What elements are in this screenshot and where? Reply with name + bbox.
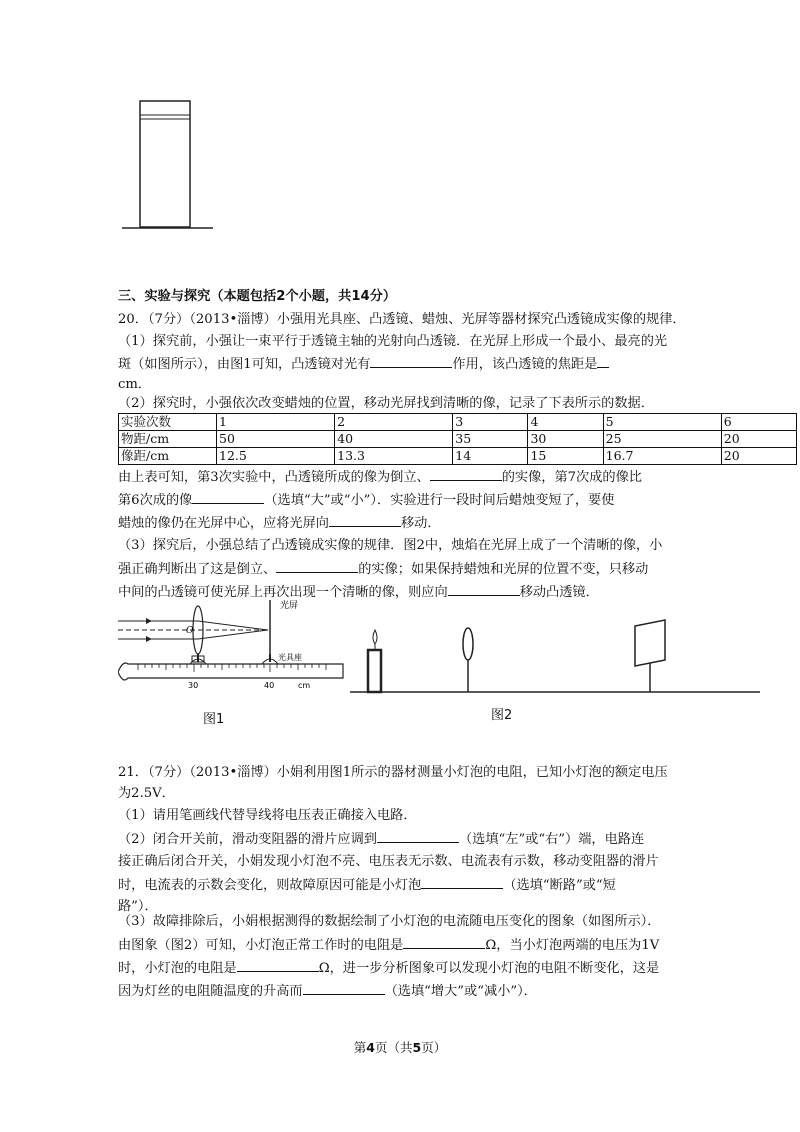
q20-p3-line2 [118,560,648,579]
q20-p1-line1: （1）探究前，小强让一束平行于透镜主轴的光射向凸透镜．在光屏上形成一个最小、最亮的光 [118,334,668,349]
table-cell: 5 [603,414,721,431]
answer-blank[interactable] [329,514,401,527]
focus-label: O [186,626,194,636]
table-cell: 20 [721,448,796,465]
answer-blank[interactable] [303,982,385,995]
answer-blank[interactable] [448,583,520,596]
table-row [119,414,797,431]
q21-p3-line2 [118,936,659,955]
table-cell: 50 [217,431,335,448]
data-table [118,413,797,465]
q20-header: 20．（7分）（2013•淄博）小强用光具座、凸透镜、蜡烛、光屏等器材探究凸透镜成实像的规律． [118,312,686,327]
q20-p2-after1 [118,468,642,487]
table-cell: 30 [528,431,603,448]
q21-p2-line3 [118,876,616,895]
text: 因为灯丝的电阻随温度的升高而 [118,984,303,999]
q21-p2-line4: 路”）． [118,899,158,914]
q21-p2-line1 [118,830,644,849]
table-row [119,448,797,465]
figure-2-caption: 图2 [491,708,513,723]
q21-p3-line1: （3）故障排除后，小娟根据测得的数据绘制了小灯泡的电流随电压变化的图象（如图所示）． [118,914,661,929]
tick-40-label: 40 [264,681,275,690]
q20-p2-after2 [118,491,614,510]
text: 作用，该凸透镜的焦距是 [452,357,598,372]
text: 中间的凸透镜可使光屏上再次出现一个清晰的像，则应向 [118,585,448,600]
text: 由图象（图2）可知，小灯泡正常工作时的电阻是 [118,938,404,953]
figure-2-candle-lens-screen [350,610,760,695]
answer-blank[interactable] [377,830,459,843]
table-row [119,431,797,448]
answer-blank[interactable] [370,355,452,368]
table-cell: 16.7 [603,448,721,465]
q20-p1-line3: cm． [118,377,152,392]
answer-blank[interactable] [597,355,609,368]
table-cell: 20 [721,431,796,448]
table-cell: 4 [528,414,603,431]
table-cell: 2 [335,414,453,431]
text: 移动凸透镜． [519,585,599,600]
text: 由上表可知，第3次实验中，凸透镜所成的像为倒立、 [118,470,430,485]
answer-blank[interactable] [430,468,502,481]
q20-p2-line1: （2）探究时，小强依次改变蜡烛的位置，移动光屏找到清晰的像，记录了下表所示的数据． [118,396,654,411]
figure-1-optical-bench [118,596,348,696]
text: Ω，当小灯泡两端的电压为1V [485,938,660,953]
text: （选填“增大”或“减小”）． [384,984,537,999]
footer-text: 页（共 [374,1040,413,1055]
table-cell: 25 [603,431,721,448]
table-cell: 14 [453,448,528,465]
table-cell: 实验次数 [119,414,217,431]
tick-30-label: 30 [188,681,199,690]
q21-line1: 21．（7分）（2013•淄博）小娟利用图1所示的器材测量小灯泡的电阻，已知小灯泡的额定电压 [118,765,668,780]
table-cell: 15 [528,448,603,465]
text: 移动． [401,516,441,531]
section-title: 三、实验与探究（本题包括2个小题，共14分） [118,289,397,304]
q20-p2-after3 [118,514,441,533]
text: 的实像，第7次成的像比 [501,470,642,485]
q20-p1-line2 [118,355,609,374]
answer-blank[interactable] [237,959,319,972]
text: 时，小灯泡的电阻是 [118,961,237,976]
table-cell: 35 [453,431,528,448]
q21-p2-line2: 接正确后闭合开关，小娟发现小灯泡不亮、电压表无示数、电流表有示数，移动变阻器的滑片 [118,854,659,869]
page-number: 4 [366,1040,375,1055]
text: （选填“大”或“小”）．实验进行一段时间后蜡烛变短了，要使 [264,493,615,508]
unit-label: cm [298,681,311,690]
text: （选填“断路”或“短 [503,878,616,893]
answer-blank[interactable] [421,876,503,889]
table-cell: 40 [335,431,453,448]
text: （2）闭合开关前，滑动变阻器的滑片应调到 [118,832,377,847]
q20-p3-line1: （3）探究后，小强总结了凸透镜成实像的规律．图2中，烛焰在光屏上成了一个清晰的像，小 [118,538,663,553]
text: 的实像；如果保持蜡烛和光屏的位置不变，只移动 [358,562,649,577]
text: 第6次成的像 [118,493,193,508]
page-footer [0,1038,800,1056]
container-figure [118,95,218,235]
footer-text: 页） [421,1040,447,1055]
answer-blank[interactable] [403,936,485,949]
text: Ω，进一步分析图象可以发现小灯泡的电阻不断变化，这是 [318,961,660,976]
answer-blank[interactable] [276,560,358,573]
q21-p1: （1）请用笔画线代替导线将电压表正确接入电路． [118,808,417,823]
q21-p3-line4 [118,982,537,1001]
text: 强正确判断出了这是倒立、 [118,562,277,577]
text: 斑（如图所示），由图1可知，凸透镜对光有 [118,357,371,372]
figure-1-caption: 图1 [203,712,225,727]
text: 蜡烛的像仍在光屏中心，应将光屏向 [118,516,329,531]
table-cell: 1 [217,414,335,431]
table-cell: 物距/cm [119,431,217,448]
table-cell: 12.5 [217,448,335,465]
text: 时，电流表的示数会变化，则故障原因可能是小灯泡 [118,878,422,893]
answer-blank[interactable] [192,491,264,504]
table-cell: 像距/cm [119,448,217,465]
table-cell: 6 [721,414,796,431]
text: （选填“左”或“右”）端，电路连 [458,832,645,847]
q21-p3-line3 [118,959,659,978]
footer-text: 第 [353,1040,367,1055]
bench-label: 光具座 [278,653,302,662]
q21-line2: 为2.5V． [118,786,175,801]
total-pages: 5 [412,1040,422,1055]
screen-label: 光屏 [280,601,299,611]
table-cell: 13.3 [335,448,453,465]
table-cell: 3 [453,414,528,431]
